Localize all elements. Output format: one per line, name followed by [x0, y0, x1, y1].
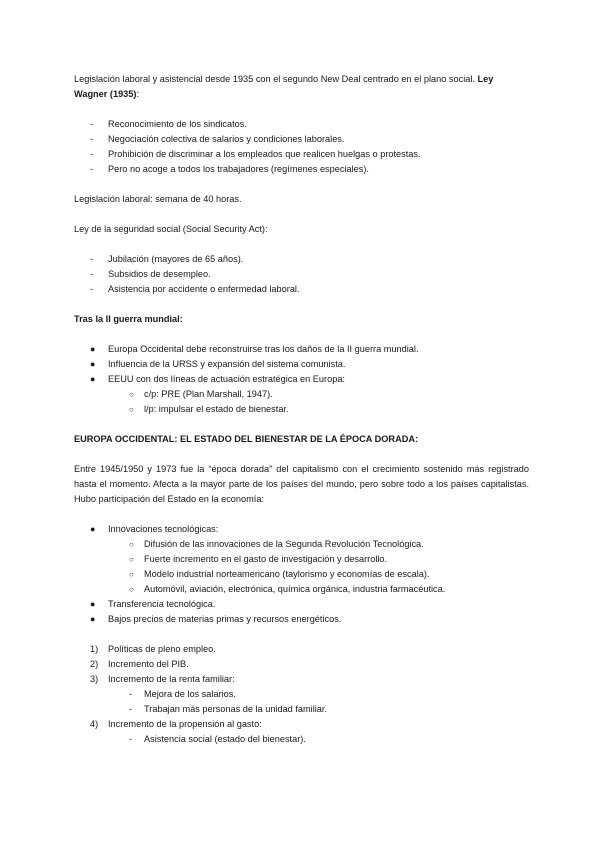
list-item: ○ c/p: PRE (Plan Marshall, 1947).: [74, 387, 529, 402]
list-item: - Reconocimiento de los sindicatos.: [74, 117, 529, 132]
list-item: 2) Incremento del PIB.: [74, 657, 529, 672]
intro-paragraph: [74, 72, 529, 102]
dash-marker: -: [90, 149, 94, 159]
number-marker: 1): [90, 644, 99, 654]
circle-marker: ○: [129, 390, 134, 399]
bullet-marker: ●: [90, 599, 96, 609]
list-item: - Jubilación (mayores de 65 años).: [74, 252, 529, 267]
dash-marker: -: [129, 734, 133, 744]
list-item: ○ Fuerte incremento en el gasto de investigación y desarrollo.: [74, 552, 529, 567]
circle-marker: ○: [129, 570, 134, 579]
bullet-marker: ●: [90, 614, 96, 624]
dash-marker: -: [90, 119, 94, 129]
list-item: ● Innovaciones tecnológicas:: [74, 522, 529, 537]
dash-marker: -: [129, 704, 133, 714]
list-item: - Pero no acoge a todos los trabajadores (regímenes especiales).: [74, 162, 529, 177]
list-item: ● Influencia de la URSS y expansión del sistema comunista.: [74, 357, 529, 372]
postwar-list: [74, 342, 529, 417]
circle-marker: ○: [129, 585, 134, 594]
list-item: 4) Incremento de la propensión al gasto:: [74, 717, 529, 732]
bullet-marker: ●: [90, 344, 96, 354]
dash-marker: -: [90, 269, 94, 279]
circle-marker: ○: [129, 555, 134, 564]
number-marker: 3): [90, 674, 99, 684]
intro-text: Legislación laboral y asistencial desde 1935 con el segundo New Deal centrado en el plano social.: [74, 74, 478, 84]
postwar-heading: Tras la II guerra mundial:: [74, 314, 183, 324]
intro-tail: :: [136, 89, 140, 99]
list-item: ● Bajos precios de materias primas y recursos energéticos.: [74, 612, 529, 627]
list-item: ● Transferencia tecnológica.: [74, 597, 529, 612]
document-page: [74, 72, 529, 747]
list-item: 1) Políticas de pleno empleo.: [74, 642, 529, 657]
bullet-marker: ●: [90, 374, 96, 384]
bullet-marker: ●: [90, 524, 96, 534]
list-item: ● Europa Occidental debe reconstruirse tras los daños de la II guerra mundial.: [74, 342, 529, 357]
list-item: - Trabajan más personas de la unidad familiar.: [74, 702, 529, 717]
social-security-heading: Ley de la seguridad social (Social Security Act):: [74, 224, 268, 234]
dash-marker: -: [90, 164, 94, 174]
list-item: ○ Difusión de las innovaciones de la Segunda Revolución Tecnológica.: [74, 537, 529, 552]
dash-marker: -: [90, 134, 94, 144]
europe-heading: EUROPA OCCIDENTAL: EL ESTADO DEL BIENESTAR DE LA ÉPOCA DORADA:: [74, 434, 419, 444]
number-marker: 4): [90, 719, 99, 729]
list-item: - Asistencia social (estado del bienestar).: [74, 732, 529, 747]
list-item: - Asistencia por accidente o enfermedad laboral.: [74, 282, 529, 297]
wagner-list: [74, 117, 529, 177]
labor-law-paragraph: Legislación laboral: semana de 40 horas.: [74, 194, 242, 204]
list-item: ○ Automóvil, aviación, electrónica, química orgánica, industria farmacéutica.: [74, 582, 529, 597]
dash-marker: -: [90, 254, 94, 264]
social-security-list: [74, 252, 529, 297]
europe-paragraph: Entre 1945/1950 y 1973 fue la “época dorada” del capitalismo con el crecimiento sostenido más registrado hasta el momento. Afecta a la mayor parte de los países del mundo, pero sobre todo a los países capitalistas. Hubo participación del Estado en la economía:: [74, 464, 529, 504]
list-item: ○ Modelo industrial norteamericano (taylorismo y economías de escala).: [74, 567, 529, 582]
dash-marker: -: [129, 689, 133, 699]
list-item: - Subsidios de desempleo.: [74, 267, 529, 282]
wagner-law-heading: Ley Wagner (1935): [74, 74, 494, 99]
list-item: ○ l/p: impulsar el estado de bienestar.: [74, 402, 529, 417]
circle-marker: ○: [129, 540, 134, 549]
bullet-marker: ●: [90, 359, 96, 369]
list-item: ● EEUU con dos líneas de actuación estratégica en Europa:: [74, 372, 529, 387]
list-item: - Negociación colectiva de salarios y condiciones laborales.: [74, 132, 529, 147]
europe-list: [74, 522, 529, 627]
circle-marker: ○: [129, 405, 134, 414]
list-item: 3) Incremento de la renta familiar:: [74, 672, 529, 687]
list-item: - Prohibición de discriminar a los empleados que realicen huelgas o protestas.: [74, 147, 529, 162]
list-item: - Mejora de los salarios.: [74, 687, 529, 702]
numbered-list: [74, 642, 529, 747]
number-marker: 2): [90, 659, 99, 669]
dash-marker: -: [90, 284, 94, 294]
